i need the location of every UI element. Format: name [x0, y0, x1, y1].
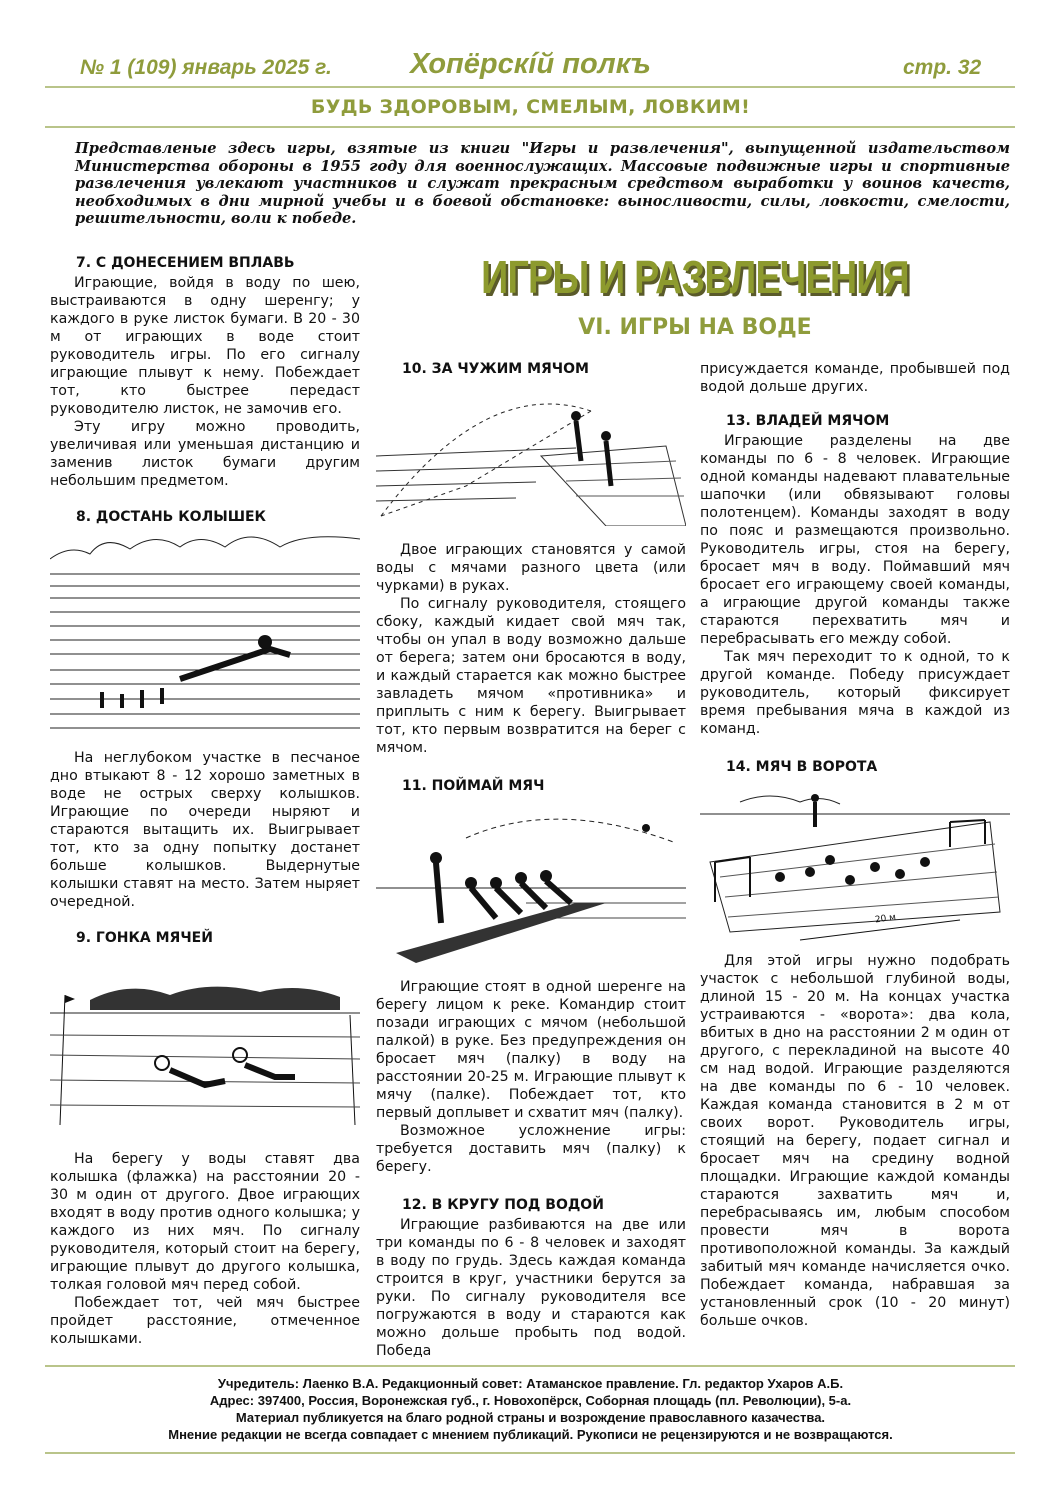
- goal-game-drawing: [700, 782, 1010, 942]
- game-11-heading: 11. ПОЙМАЙ МЯЧ: [402, 778, 545, 794]
- illustration-ball-race: [50, 955, 360, 1135]
- game-9-heading: 9. ГОНКА МЯЧЕЙ: [76, 930, 213, 946]
- article-title: ИГРЫ И РАЗВЛЕЧЕНИЯ: [481, 251, 909, 303]
- section-title: VI. ИГРЫ НА ВОДЕ: [578, 315, 812, 340]
- illustration-goal-game: [700, 782, 1010, 942]
- game-7-text-2: Эту игру можно проводить, увеличивая или уменьшая дистанцию и заменив листок бумаги другим небольшим предметом.: [50, 419, 360, 489]
- game-10-heading: 10. ЗА ЧУЖИМ МЯЧОМ: [402, 361, 589, 377]
- game-7-text: Играющие, войдя в воду по шею, выстраиваются в одну шеренгу; у каждого в руке листок бумаги. В 20 - 30 м от играющих в воде стоит руководитель игры. По его сигналу играющие плывут к нему. Побеждает тот, кто быстрее передаст руководителю листок, не замочив его.: [50, 275, 360, 417]
- column-1: [50, 254, 360, 1348]
- game-12-heading: 12. В КРУГУ ПОД ВОДОЙ: [402, 1197, 604, 1213]
- footer-imprint: [0, 1375, 1061, 1443]
- illustration-foreign-ball: [376, 386, 686, 526]
- distance-label: 20 м: [874, 912, 897, 926]
- page-number: стр. 32: [903, 56, 982, 79]
- game-9-text: На берегу у воды ставят два колышка (флажка) на расстоянии 20 - 30 м один от другого. Двое играющих входят в воду против одного колышка; у каждого из них мяч. По сигналу руководителя, который стоит на берегу, играющие плывут до другого колышка, толкая головой мяч перед собой.: [50, 1151, 360, 1293]
- game-11-text: Играющие стоят в одной шеренге на берегу лицом к реке. Командир стоит позади играющих с мячом (небольшой палкой) в руке. Без предупреждения он бросает мяч (палку) в воду на расстоянии 20-25 м. Играющие плывут к мячу (палке). Побеждает тот, кто первый доплывет и схватит мяч (палку).: [376, 979, 686, 1121]
- game-12-text-continued: присуждается команде, пробывшей под водой дольше других.: [700, 361, 1010, 395]
- rubric: БУДЬ ЗДОРОВЫМ, СМЕЛЫМ, ЛОВКИМ!: [310, 96, 751, 118]
- column-2: [376, 360, 686, 1360]
- footer-mission: Материал публикуется на благо родной страны и возрождение православного казачества.: [235, 1410, 826, 1425]
- game-8-heading: 8. ДОСТАНЬ КОЛЫШЕК: [76, 509, 267, 525]
- illustration-catch-ball: [376, 803, 686, 963]
- issue-number: № 1 (109) январь 2025 г.: [80, 56, 332, 79]
- illustration-diver: [50, 534, 360, 734]
- footer-top-rule: [45, 1365, 1015, 1367]
- game-14-text: Для этой игры нужно подобрать участок с небольшой глубиной воды, длиной 15 - 20 м. На концах участка устраиваются - «ворота»: два кола, вбитых в дно на расстоянии 2 м один от другого, с перекладиной на высоте 40 см над водой. Играющие разделяются на две команды по 6 - 10 человек. Каждая команда становится в 2 м от своих ворот. Руководитель игры, стоящий на берегу, подает сигнал и бросает мяч на средину водной площадки. Играющие каждой команды стараются захватить мяч и, перебрасываясь им, любым способом провести мяч в ворота противоположной команды. За каждый забитый мяч команде начисляется очко. Побеждает команда, набравшая за установленный срок (10 - 20 минут) больше очков.: [700, 953, 1010, 1329]
- footer-address: Адрес: 397400, Россия, Воронежская губ., г. Новохопёрск, Соборная площадь (пл. Революции), 5-а.: [209, 1393, 852, 1408]
- game-10-text: Двое играющих становятся у самой воды с мячами разного цвета (или чурками) в руках.: [376, 542, 686, 594]
- game-13-text: Играющие разделены на две команды по 6 - 8 человек. Играющие одной команды надевают плавательные шапочки (или обвязывают головы полотенцем). Команды заходят в воду по пояс и размещаются произвольно. Руководитель игры, стоя на берегу, бросает мяч в воду. Поймавший мяч бросает его играющему своей команды, а играющие другой команды также стараются перехватить мяч и перебрасывать его между собой.: [700, 433, 1010, 647]
- game-7-heading: 7. С ДОНЕСЕНИЕМ ВПЛАВЬ: [76, 255, 295, 271]
- game-11-text-2: Возможное усложнение игры: требуется доставить мяч (палку) к берегу.: [376, 1123, 686, 1175]
- footer-bottom-rule: [45, 1452, 1015, 1454]
- column-3: [700, 360, 1010, 1330]
- game-8-text: На неглубоком участке в песчаное дно втыкают 8 - 12 хорошо заметных в воде не острых сверху колышков. Играющие по очереди ныряют и стараются вытащить их. Выигрывает тот, кто за одну попытку достанет больше колышков. Выдернутые колышки ставят на место. Затем ныряет очередной.: [50, 750, 360, 910]
- newspaper-title: Хопёрскíй полкъ: [410, 48, 651, 80]
- footer-founder: Учредитель: Лаенко В.А. Редакционный совет: Атаманское правление. Гл. редактор Ухаров А.Б.: [217, 1376, 844, 1391]
- footer-disclaimer: Мнение редакции не всегда совпадает с мнением публикаций. Рукописи не рецензируются и не возвращаются.: [168, 1427, 893, 1442]
- game-9-text-2: Побеждает тот, чей мяч быстрее пройдет расстояние, отмеченное колышками.: [50, 1295, 360, 1347]
- header-rule: [45, 86, 1015, 88]
- game-10-text-2: По сигналу руководителя, стоящего сбоку, каждый кидает свой мяч так, чтобы он упал в воду возможно дальше от берега; затем они бросаются в воду, и каждый старается как можно быстрее завладеть мячом «противника» и приплыть с ним к берегу. Выигрывает тот, кто первым возвратится на берег с мячом.: [376, 596, 686, 756]
- intro-paragraph: Представленые здесь игры, взятые из книги "Игры и развлечения", выпущенной издательством Министерства обороны в 1955 году для военнослужащих. Массовые подвижные игры и спортивные развлечения увлекают участников и служат прекрасным средством выработки у воинов качеств, необходимых в дни мирной учебы и в боевой обстановке: выносливости, силы, ловкости, смелости, решительности, воли к победе.: [75, 140, 1010, 228]
- rubric-rule: [45, 126, 1015, 128]
- game-12-text: Играющие разбиваются на две или три команды по 6 - 8 человек и заходят в воду по грудь. Здесь каждая команда строится в круг, участники берутся за руки. По сигналу руководителя все погружаются в воду и стараются как можно дольше пробыть под водой. Победа: [376, 1217, 686, 1359]
- game-14-heading: 14. МЯЧ В ВОРОТА: [726, 759, 878, 775]
- game-13-heading: 13. ВЛАДЕЙ МЯЧОМ: [726, 413, 890, 429]
- game-13-text-2: Так мяч переходит то к одной, то к другой команде. Победу присуждает руководитель, который фиксирует время пребывания мяча в каждой из команд.: [700, 649, 1010, 737]
